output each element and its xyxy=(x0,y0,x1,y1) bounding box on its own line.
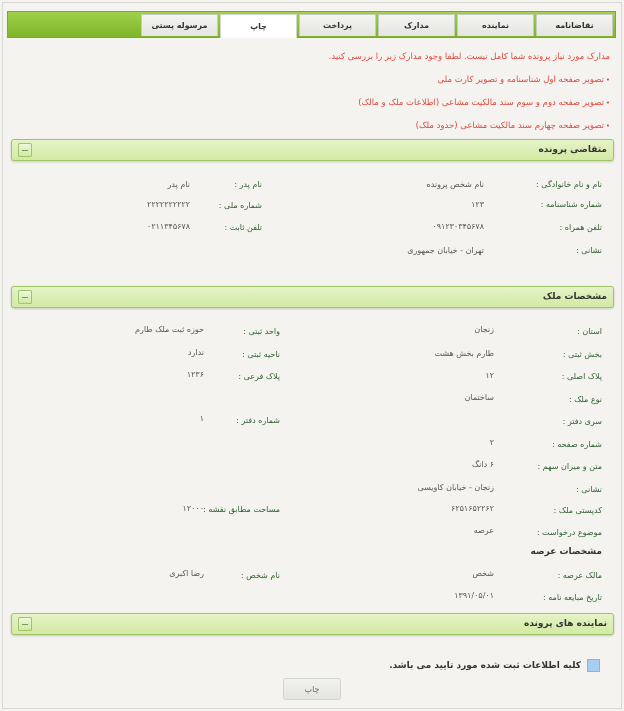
list-item: • تصویر صفحه اول شناسنامه و تصویر کارت ملی xyxy=(210,69,610,92)
field-label-address: نشانی : xyxy=(576,246,602,255)
field-label-phone: تلفن ثابت : xyxy=(224,223,262,232)
field-label-book-series: سری دفتر : xyxy=(562,417,602,426)
section-title: مشخصات ملک xyxy=(542,292,607,302)
field-value-land-owner: شخص xyxy=(472,569,494,578)
field-value-sub-plaque: ۱۲۳۶ xyxy=(186,370,204,379)
field-label-main-plaque: پلاک اصلی : xyxy=(561,372,602,381)
field-value-province: زنجان xyxy=(474,325,494,334)
field-label-registry-district: ناحیه ثبتی : xyxy=(242,350,280,359)
section-header-property[interactable] xyxy=(11,286,614,308)
bullet-icon: • xyxy=(605,99,610,107)
confirm-row xyxy=(389,659,600,672)
field-label-postal-code: کدپستی ملک : xyxy=(553,506,602,515)
section-header-representatives[interactable] xyxy=(11,613,614,635)
section-header-applicant[interactable] xyxy=(11,139,614,161)
bullet-icon: • xyxy=(605,122,610,130)
confirm-checkbox[interactable] xyxy=(587,659,600,672)
list-item: • تصویر صفحه دوم و سوم سند مالکیت مشاعی (اطلاعات ملک و مالک) xyxy=(210,92,610,115)
field-label-person-name: نام شخص : xyxy=(240,571,280,580)
field-label-land-owner: مالک عرصه : xyxy=(557,571,602,580)
tab-application[interactable]: نقاضانامه xyxy=(536,14,613,36)
field-value-page-number: ۲ xyxy=(489,438,494,447)
list-item: • تصویر صفحه چهارم سند مالکیت مشاعی (حدود ملک) xyxy=(210,115,610,138)
field-label-property-type: نوع ملک : xyxy=(568,395,602,404)
collapse-icon[interactable] xyxy=(18,290,32,304)
missing-documents-list xyxy=(210,69,610,138)
tab-payment[interactable]: پرداخت xyxy=(299,14,376,36)
collapse-icon[interactable] xyxy=(18,617,32,631)
print-button[interactable]: چاپ xyxy=(283,678,341,700)
field-label-book-number: شماره دفتر : xyxy=(236,416,280,425)
field-value-request-subject: عرصه xyxy=(473,526,494,535)
field-label-registry-section: بخش ثبتی : xyxy=(562,350,602,359)
field-value-address: تهران - خیابان جمهوری xyxy=(407,246,484,255)
field-label-mobile: تلفن همراه : xyxy=(559,223,602,232)
section-title: نماینده های پرونده xyxy=(524,619,607,629)
field-label-national-id: شماره ملی : xyxy=(218,201,262,210)
field-value-phone: ۰۲۱۱۳۴۵۶۷۸ xyxy=(147,222,190,231)
field-value-mobile: ۰۹۱۲۳۰۳۴۵۶۷۸ xyxy=(432,222,484,231)
field-value-registry-district: ندارد xyxy=(187,348,204,357)
tab-documents[interactable]: مدارک xyxy=(378,14,455,36)
tab-representative[interactable]: نماینده xyxy=(457,14,534,36)
field-value-registry-section: طارم بخش هشت xyxy=(434,349,494,358)
field-value-id-number: ۱۲۳ xyxy=(471,200,484,209)
confirm-label: کلیه اطلاعات ثبت شده مورد تایید می باشد. xyxy=(389,660,581,671)
field-value-book-number: ۱ xyxy=(199,414,204,423)
field-label-id-number: شماره شناسنامه : xyxy=(540,200,602,209)
field-value-main-plaque: ۱۲ xyxy=(485,371,494,380)
field-label-request-subject: موضوع درخواست : xyxy=(536,528,602,537)
field-label-province: استان : xyxy=(577,327,602,336)
tab-postal-parcel[interactable]: مرسوله پستی xyxy=(141,14,218,36)
field-value-father-name: نام پدر xyxy=(167,180,190,189)
field-value-national-id: ۲۲۲۲۲۲۲۲۲۲ xyxy=(147,200,190,209)
field-label-contract-date: تاریخ مبایعه نامه : xyxy=(543,593,602,602)
collapse-icon[interactable] xyxy=(18,143,32,157)
tab-print[interactable]: چاپ xyxy=(220,14,297,38)
land-details-heading: مشخصات عرصه xyxy=(530,547,602,557)
field-value-full-name: نام شخص پرونده xyxy=(426,180,484,189)
field-label-share-text: متن و میزان سهم : xyxy=(537,462,602,471)
field-value-postal-code: ۶۲۵۱۶۵۲۲۶۲ xyxy=(451,504,494,513)
field-label-map-area: مساحت مطابق نقشه : xyxy=(203,505,280,514)
field-value-map-area: ۱۲۰۰۰ xyxy=(182,504,204,513)
missing-documents-notice xyxy=(210,46,610,138)
field-value-person-name: رضا اکبری xyxy=(169,569,204,578)
notice-message: مدارک مورد نیاز پرونده شما کامل نیست. لطفا وجود مدارک زیر را بررسی کنید. xyxy=(328,52,610,62)
field-value-property-type: ساختمان xyxy=(464,393,494,402)
field-label-full-name: نام و نام خانوادگی : xyxy=(536,180,602,189)
field-label-registry-unit: واحد ثبتی : xyxy=(243,327,280,336)
field-value-share-text: ۶ دانگ xyxy=(471,460,494,469)
field-value-registry-unit: حوزه ثبت ملک طارم xyxy=(135,325,204,334)
field-value-property-address: زنجان - خیابان کاویسی xyxy=(417,483,494,492)
bullet-icon: • xyxy=(605,76,610,84)
field-label-page-number: شماره صفحه : xyxy=(552,440,602,449)
section-title: متقاضی پرونده xyxy=(538,145,607,155)
field-label-father-name: نام پدر : xyxy=(234,180,262,189)
field-label-sub-plaque: پلاک فرعی : xyxy=(238,372,280,381)
field-label-property-address: نشانی : xyxy=(576,485,602,494)
tab-bar xyxy=(7,11,616,38)
field-value-contract-date: ۱۳۹۱/۰۵/۰۱ xyxy=(454,591,494,600)
